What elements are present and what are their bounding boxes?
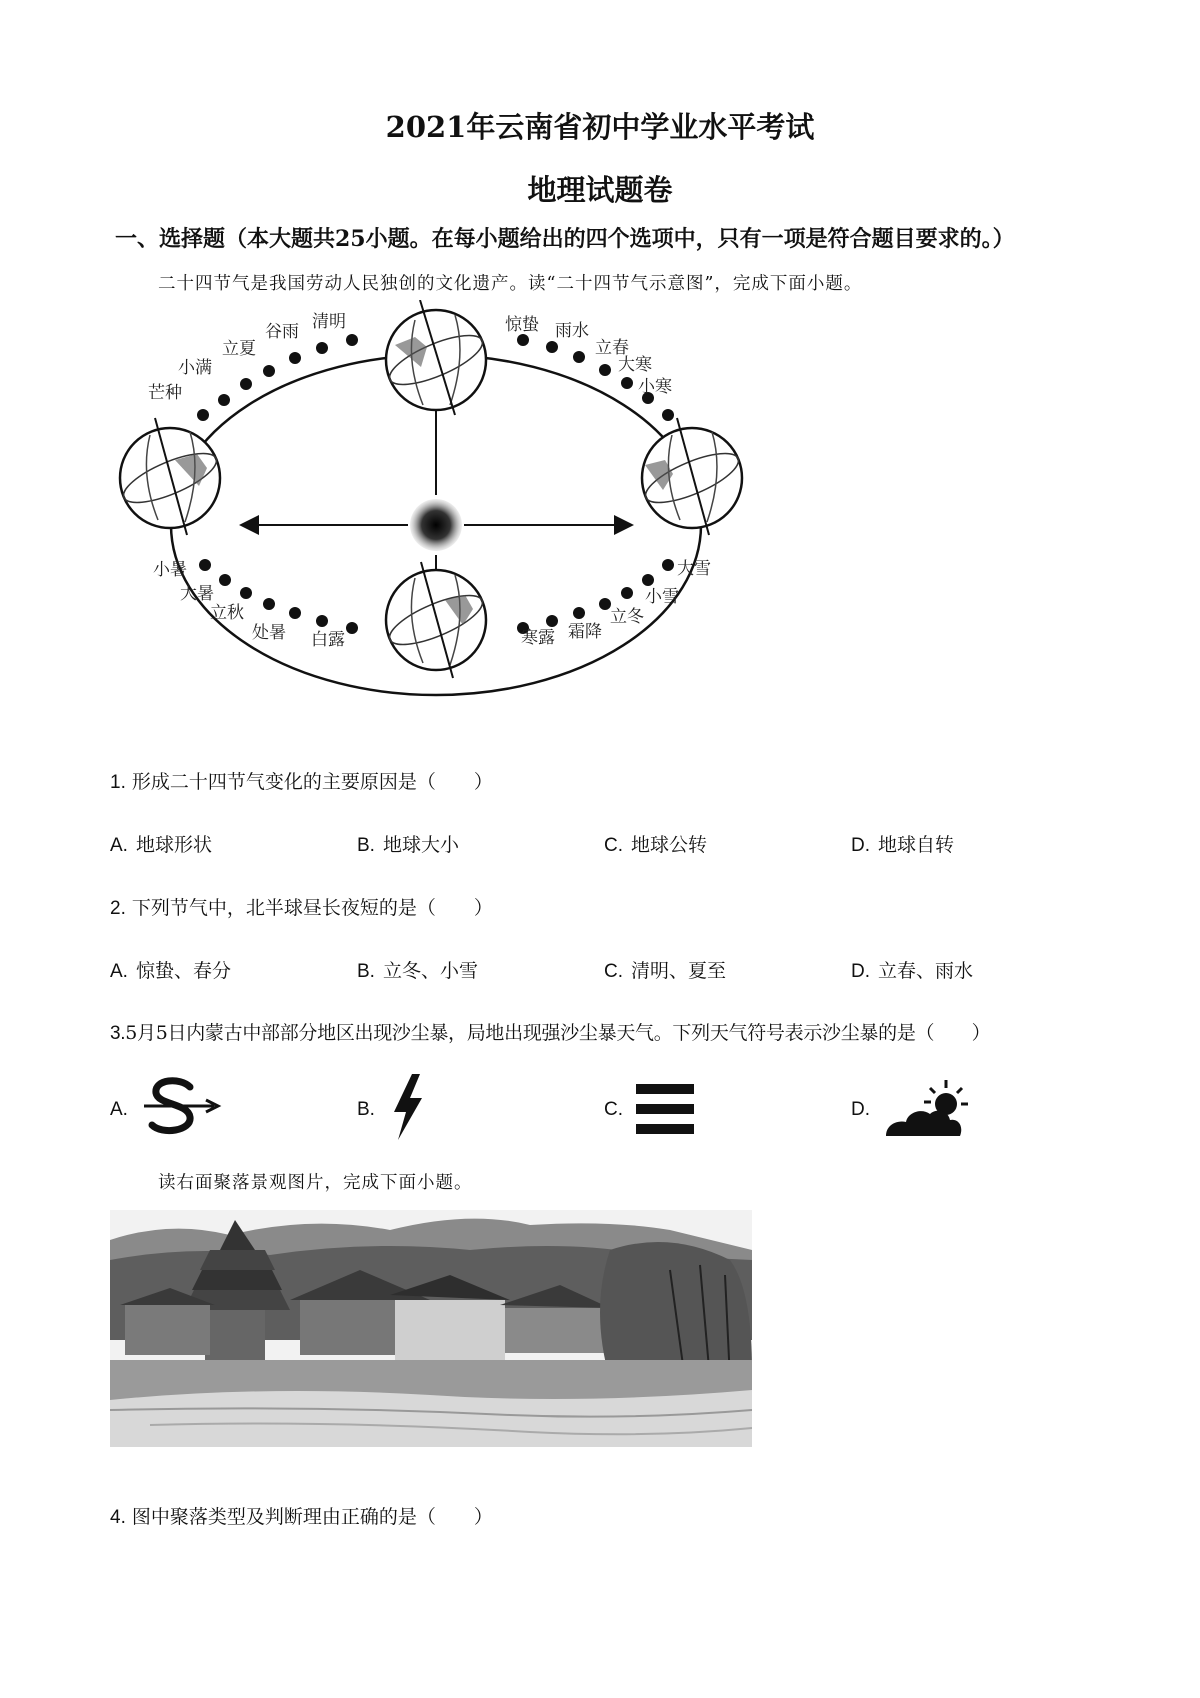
- term-daxue: 大雪: [677, 559, 711, 579]
- question-text: 形成二十四节气变化的主要原因是（ ）: [131, 771, 493, 793]
- option-text: 清明、夏至: [631, 960, 727, 982]
- term-chushu: 处暑: [252, 623, 286, 643]
- q2-option-d[interactable]: [851, 956, 973, 983]
- option-letter: B.: [357, 1099, 375, 1120]
- q3-option-c[interactable]: [604, 1098, 631, 1121]
- term-dahan: 大寒: [618, 355, 652, 375]
- term-xiaoman: 小满: [178, 358, 212, 378]
- q1-option-d[interactable]: [851, 830, 954, 857]
- option-letter: D.: [851, 835, 870, 856]
- option-letter: A.: [110, 835, 128, 856]
- term-lichun: 立春: [595, 338, 629, 358]
- exam-title: 2021年云南省初中学业水平考试: [385, 110, 815, 144]
- option-text: 地球自转: [878, 834, 955, 856]
- question-number: 1.: [110, 772, 126, 793]
- lightning-symbol-icon: [390, 1074, 426, 1142]
- question-text: 下列节气中，北半球昼长夜短的是（ ）: [131, 897, 493, 919]
- globe-left: [118, 418, 223, 535]
- q2-option-a[interactable]: [110, 956, 231, 983]
- term-jingzhe: 惊蛰: [505, 315, 539, 335]
- term-xiaoxue: 小雪: [645, 587, 679, 607]
- term-hanlu: 寒露: [521, 628, 555, 648]
- option-text: 地球公转: [631, 834, 708, 856]
- settlement-landscape-photo: [110, 1210, 752, 1447]
- q1-option-c[interactable]: [604, 830, 707, 857]
- term-liqiu: 立秋: [210, 603, 244, 623]
- question-2: [110, 893, 493, 920]
- question-3: [110, 1018, 990, 1045]
- globe-right: [640, 418, 745, 535]
- q2-option-c[interactable]: [604, 956, 726, 983]
- option-letter: C.: [604, 961, 623, 982]
- term-xiaoshu: 小暑: [153, 560, 187, 580]
- question-4: [110, 1502, 493, 1529]
- option-letter: A.: [110, 1099, 128, 1120]
- term-guyu: 谷雨: [265, 322, 299, 342]
- option-letter: D.: [851, 961, 870, 982]
- q3-option-b[interactable]: [357, 1098, 383, 1121]
- term-dashu: 大暑: [180, 584, 214, 604]
- term-qingming: 清明: [312, 312, 346, 332]
- term-lidong: 立冬: [610, 607, 644, 627]
- question-text: 5月5日内蒙古中部部分地区出现沙尘暴，局地出现强沙尘暴天气。下列天气符号表示沙尘暴的是（ ）: [125, 1022, 991, 1044]
- sun-behind-cloud-icon: [884, 1078, 976, 1138]
- option-letter: B.: [357, 961, 375, 982]
- q1-option-a[interactable]: [110, 830, 212, 857]
- term-mangzhong: 芒种: [148, 383, 182, 403]
- question-text: 图中聚落类型及判断理由正确的是（ ）: [131, 1506, 493, 1528]
- question-number: 4.: [110, 1507, 126, 1528]
- question-number: 3.: [110, 1023, 126, 1044]
- term-bailu: 白露: [311, 630, 345, 650]
- q3-option-a[interactable]: [110, 1098, 136, 1121]
- exam-subtitle: 地理试题卷: [527, 173, 673, 207]
- option-text: 立春、雨水: [878, 960, 974, 982]
- option-letter: B.: [357, 835, 375, 856]
- question-1: [110, 767, 493, 794]
- intro-settlement: 读右面聚落景观图片，完成下面小题。: [158, 1173, 473, 1193]
- option-text: 立冬、小雪: [382, 960, 478, 982]
- term-yushui: 雨水: [555, 321, 589, 341]
- sandstorm-symbol-icon: [140, 1077, 222, 1137]
- option-letter: C.: [604, 835, 623, 856]
- sun: [410, 499, 462, 551]
- option-letter: C.: [604, 1099, 623, 1120]
- solar-terms-diagram: [115, 300, 765, 740]
- intro-solar-terms: 二十四节气是我国劳动人民独创的文化遗产。读“二十四节气示意图”，完成下面小题。: [158, 274, 863, 294]
- globe-top: [384, 300, 489, 415]
- section-heading: 一、选择题（本大题共25小题。在每小题给出的四个选项中，只有一项是符合题目要求的。）: [115, 226, 1015, 252]
- term-shuangjiang: 霜降: [568, 622, 602, 642]
- option-letter: D.: [851, 1099, 870, 1120]
- q1-option-b[interactable]: [357, 830, 459, 857]
- question-number: 2.: [110, 898, 126, 919]
- q3-option-d[interactable]: [851, 1098, 878, 1121]
- term-lixia: 立夏: [222, 339, 256, 359]
- q2-option-b[interactable]: [357, 956, 478, 983]
- option-text: 地球形状: [135, 834, 212, 856]
- globe-bottom: [384, 562, 489, 678]
- option-text: 地球大小: [382, 834, 459, 856]
- option-letter: A.: [110, 961, 128, 982]
- term-xiaohan: 小寒: [638, 377, 672, 397]
- fog-symbol-icon: [636, 1084, 694, 1134]
- option-text: 惊蛰、春分: [135, 960, 231, 982]
